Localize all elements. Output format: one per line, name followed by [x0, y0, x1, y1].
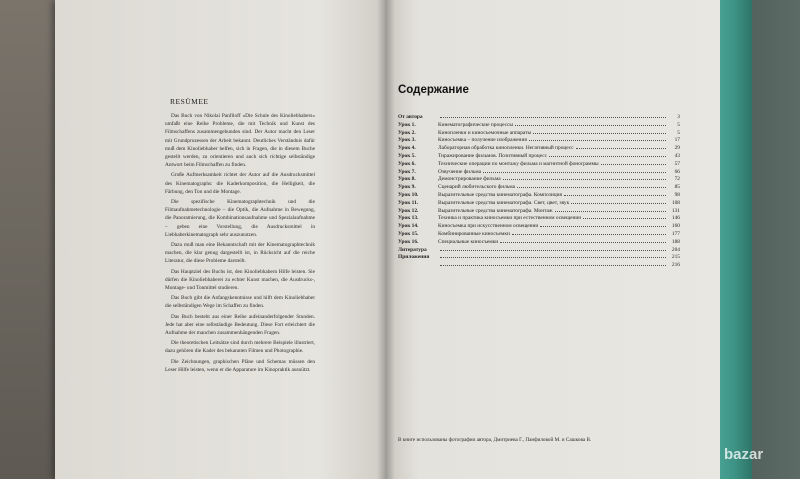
toc-title: Специальные киносъемки — [438, 238, 499, 245]
toc-title: Кинопленки и киносъемочные аппараты — [438, 129, 532, 136]
toc-page-number: 5 — [677, 129, 680, 136]
toc-title: Сценарий любительского фильма — [438, 184, 516, 191]
resume-paragraph: Die theoretischen Leitsätze sind durch mehrere Beispiele illustriert, dazu gehören die Kader des bekannten Filmen und Photographie. — [165, 340, 315, 355]
toc-leader-dots — [517, 187, 666, 188]
toc-title: Комбинированные киносъемки — [438, 230, 510, 237]
toc-leader-dots — [440, 117, 666, 118]
toc-page-number: 3 — [677, 114, 680, 120]
resume-body — [165, 112, 315, 376]
toc-title: Тиражирование фильмов. Позитивный процесс — [438, 152, 547, 159]
toc-label: Урок 12. — [398, 207, 419, 214]
toc-page-number: 5 — [677, 121, 680, 128]
toc-row — [398, 184, 680, 192]
toc-label: Урок 2. — [398, 129, 416, 136]
resume-paragraph: Dazu muß man eine Bekanntschaft mit der Kinematographtechnik machen, die klar genug dargestellt ist, in Rücksicht auf die reiche Literatur, die diese Probleme darstellt. — [165, 242, 315, 265]
toc-page-number: 146 — [671, 215, 680, 222]
toc-leader-dots — [601, 164, 666, 165]
toc-page-number: 108 — [671, 199, 680, 206]
toc-page-number: 177 — [671, 230, 680, 237]
toc-leader-dots — [555, 211, 666, 212]
toc-leader-dots — [564, 195, 666, 196]
resume-title: RESÜMEE — [170, 97, 209, 106]
toc-title: Технические операции по монтажу фильма и магнитной фонограммы — [438, 160, 599, 167]
toc-title: Киносъемка – получение изображения — [438, 137, 527, 144]
photo-credits: В книге использованы фотографии автора, Дмитриева Г., Панфиловой М. и Сашкова В. — [398, 437, 592, 443]
toc-title: Киносъемка при искусственном освещении — [438, 223, 539, 230]
toc-title: Выразительные средства кинематографа. Композиция — [438, 191, 563, 198]
toc-row — [398, 169, 680, 177]
toc-page-number: 72 — [674, 176, 680, 183]
toc-label: Урок 3. — [398, 137, 416, 144]
toc-page-number: 43 — [674, 152, 680, 159]
toc-page-number: 57 — [674, 160, 680, 167]
table-of-contents — [398, 114, 680, 270]
toc-title: Озвучение фильма — [438, 168, 481, 175]
toc-row — [398, 137, 680, 145]
toc-leader-dots — [483, 172, 666, 173]
toc-row — [398, 130, 680, 138]
resume-paragraph: Die Zeichnungen, graphischen Pläne und Schemas müssen den Leser Hilfe leisten, wenn er die Apparature im Kinopraktik ausnützt. — [165, 358, 315, 373]
toc-page-number: 66 — [674, 168, 680, 175]
toc-row — [398, 231, 680, 239]
toc-label: Урок 4. — [398, 145, 416, 152]
resume-paragraph: Große Aufmerksamkeit richtet der Autor auf die Ausdrucksmittel des Kinematographs: die Kaderkomposition, die Helligkeit, die Färbung, den Ton und die Montage. — [165, 172, 315, 195]
toc-leader-dots — [529, 140, 666, 141]
toc-label: Урок 9. — [398, 184, 416, 191]
toc-row — [398, 247, 680, 255]
toc-page-number: 29 — [674, 145, 680, 152]
toc-title: Выразительные средства кинематографа. Монтаж — [438, 207, 553, 214]
toc-title: Демонстрирование фильма — [438, 176, 501, 183]
resume-paragraph: Das Buch gibt die Anfangskenntnisse und hilft dem Kinoliebhaber die selbständigen Wege im Schaffen zu finden. — [165, 295, 315, 310]
toc-leader-dots — [500, 242, 666, 243]
toc-heading: Содержание — [398, 84, 469, 96]
resume-paragraph: Die spezifische Kinematographtechnik und die Filmaufnahmetechnologie – die Optik, die Aufnahme in Bewegung, die Panoramierung, die Kombinationsaufnahme und Spezialaufnahme – geben eine Vorstellung, die Ausdrucksmittel in Liebhaberkinematograph sehr auszunutzen. — [165, 199, 315, 238]
toc-row — [398, 254, 680, 262]
toc-leader-dots — [440, 265, 666, 266]
toc-title: Выразительные средства кинематографа. Свет, цвет, звук — [438, 199, 570, 206]
toc-leader-dots — [440, 257, 666, 258]
toc-row — [398, 239, 680, 247]
toc-label: Урок 6. — [398, 160, 416, 167]
toc-leader-dots — [515, 125, 666, 126]
toc-page-number: 204 — [671, 246, 680, 253]
toc-page-number: 131 — [671, 207, 680, 214]
watermark-logo: bazar — [724, 446, 764, 463]
toc-row — [398, 208, 680, 216]
toc-page-number: 188 — [671, 238, 680, 245]
toc-label: Урок 13. — [398, 215, 419, 222]
toc-label: Урок 1. — [398, 121, 416, 128]
toc-leader-dots — [512, 234, 666, 235]
resume-paragraph: Das Buch besteht aus einer Reihe aufeinanderfolgender Stunden. Jede hat aber eine selbständige Bedeutung. Diese Fort erleichtert die Aufnahme der manchen zusammenhängenden Fragen. — [165, 313, 315, 337]
resume-paragraph: Das Hauptziel des Buchs ist, den Kinoliebhabern Hilfe leisten. Sie dürfen die Kinoliebhaberei zu echter Kunst machen, die Ausdrucks-, Montage- und Tonmittel studieren. — [165, 268, 315, 292]
toc-label: Урок 10. — [398, 191, 419, 198]
toc-page-number: 160 — [671, 223, 680, 230]
toc-row — [398, 161, 680, 169]
toc-title: Лабораторная обработка кинопленки. Негативный процесс — [438, 145, 574, 152]
toc-label: Приложения — [398, 254, 430, 261]
toc-label: Урок 14. — [398, 223, 419, 230]
toc-leader-dots — [549, 156, 666, 157]
toc-label: Урок 16. — [398, 238, 419, 245]
toc-leader-dots — [440, 250, 666, 251]
toc-label: Литература — [398, 246, 427, 253]
toc-row — [398, 262, 680, 270]
toc-label: Урок 15. — [398, 230, 419, 237]
toc-label: Урок 5. — [398, 152, 416, 159]
toc-label: От автора — [398, 114, 423, 120]
toc-page-number: 85 — [674, 184, 680, 191]
toc-title: Техника и практика киносъемки при естественном освещении — [438, 215, 582, 222]
resume-paragraph: Das Buch von Nikolai Panfiloff «Die Schule des Kinoliebhabers» umfaßt eine Reihe Probleme, die mit Technik und Kunst des Filmschaffens zusammengebunden sind. Der Autor macht den Leser mit Grundprozessen der Arbeit bekannt. Deutliches Verständnis dafür muß dem Kinoliebhaber helfen, sich in Fragen, die in diesem Buche gestellt werden, zu orientieren und auch sich richtige selbständige Antwort beim Filmschaffen zu finden. — [165, 113, 315, 169]
toc-leader-dots — [540, 226, 666, 227]
toc-row — [398, 114, 680, 122]
toc-leader-dots — [576, 148, 666, 149]
toc-row — [398, 153, 680, 161]
toc-label: Урок 8. — [398, 176, 416, 183]
toc-row — [398, 192, 680, 200]
toc-label: Урок 11. — [398, 199, 419, 206]
toc-label: Урок 7. — [398, 168, 416, 175]
toc-row — [398, 145, 680, 153]
toc-row — [398, 176, 680, 184]
toc-title: Кинематографические процессы — [438, 121, 514, 128]
toc-row — [398, 122, 680, 130]
toc-page-number: 17 — [674, 137, 680, 144]
toc-page-number: 216 — [671, 262, 680, 269]
toc-leader-dots — [583, 218, 666, 219]
toc-page-number: 215 — [671, 254, 680, 261]
toc-row — [398, 223, 680, 231]
book-gutter — [377, 0, 395, 479]
toc-page-number: 98 — [674, 191, 680, 198]
toc-row — [398, 200, 680, 208]
toc-leader-dots — [533, 133, 666, 134]
toc-row — [398, 215, 680, 223]
toc-leader-dots — [571, 203, 666, 204]
toc-leader-dots — [503, 179, 666, 180]
